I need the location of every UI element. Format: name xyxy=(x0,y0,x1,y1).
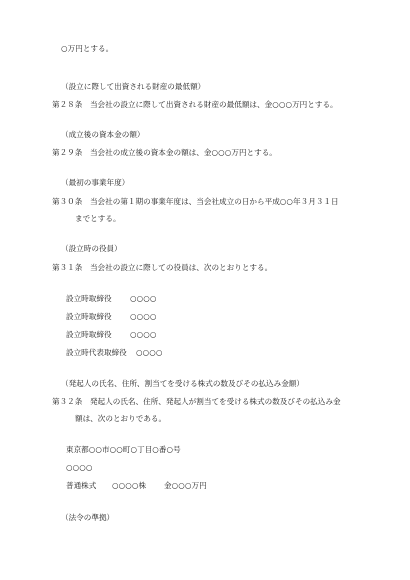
article-32-text: 第３２条 発起人の氏名、住所、発起人が割当てを受ける株式の数及びその払込み金 xyxy=(52,397,341,406)
officer-role: 設立時取締役 xyxy=(66,294,112,303)
officer-row xyxy=(66,349,163,357)
officer-row xyxy=(66,331,157,339)
officer-role: 設立時代表取締役 xyxy=(66,348,127,357)
officer-name: ○○○○ xyxy=(136,348,163,357)
article-31-text: 第３１条 当会社の設立に際しての役員は、次のとおりとする。 xyxy=(52,263,273,272)
article-28-heading: （設立に際して出資される財産の最低額） xyxy=(61,82,206,91)
continued-line: ○万円とする。 xyxy=(61,44,114,53)
share-type: 普通株式 xyxy=(66,481,97,490)
promoter-shares-row xyxy=(66,482,207,490)
article-28-text: 第２８条 当会社の設立に際して出資される財産の最低額は、金○○○万円とする。 xyxy=(52,100,338,109)
promoter-name: ○○○○ xyxy=(66,463,93,472)
share-count: ○○○○株 xyxy=(112,481,147,490)
officer-name: ○○○○ xyxy=(130,294,157,303)
article-29-text: 第２９条 当会社の成立後の資本金の額は、金○○○万円とする。 xyxy=(52,148,277,157)
article-31-heading: （設立時の役員） xyxy=(61,244,122,253)
officer-role: 設立時取締役 xyxy=(66,330,112,339)
article-30-text: 第３０条 当会社の第１期の事業年度は、当会社成立の日から平成○○年３月３１日 xyxy=(52,197,339,206)
officer-row xyxy=(66,313,157,321)
article-33-heading: （法令の準拠） xyxy=(61,513,115,522)
officer-name: ○○○○ xyxy=(130,312,157,321)
article-32-text-cont: 額は、次のとおりである。 xyxy=(75,414,167,423)
article-32-heading: （発起人の氏名、住所、割当てを受ける株式の数及びその払込み金額） xyxy=(61,379,304,388)
article-29-heading: （成立後の資本金の額） xyxy=(61,130,145,139)
officer-name: ○○○○ xyxy=(130,330,157,339)
article-30-heading: （最初の事業年度） xyxy=(61,178,130,187)
article-30-text-cont: までとする。 xyxy=(75,214,121,223)
officer-role: 設立時取締役 xyxy=(66,312,112,321)
promoter-address: 東京都○○市○○町○丁目○番○号 xyxy=(66,445,181,454)
payment-amount: 金○○○万円 xyxy=(164,481,207,490)
officer-row xyxy=(66,295,157,303)
